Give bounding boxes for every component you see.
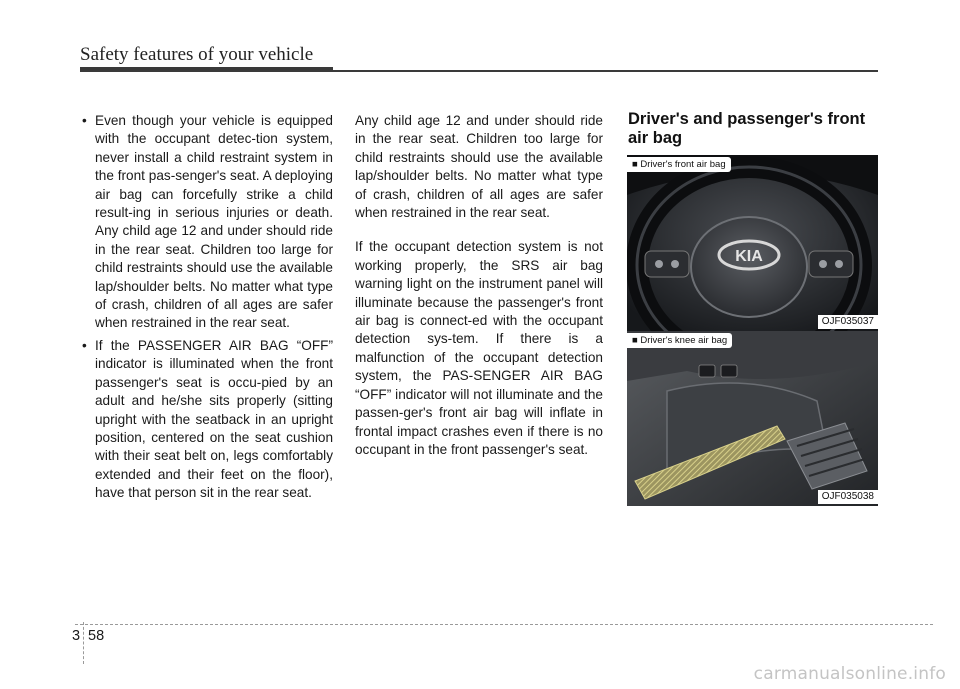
kia-logo: KIA: [735, 248, 763, 265]
watermark-link[interactable]: carmanualsonline.info: [753, 664, 946, 684]
chapter-number: 3: [72, 628, 81, 644]
bullet-dot: •: [82, 337, 87, 353]
page-header-title: Safety features of your vehicle: [80, 44, 314, 65]
footer-page-separator: [83, 622, 84, 664]
bullet-item: [80, 112, 333, 333]
figure-caption: ■ Driver's knee air bag: [627, 333, 732, 348]
bullet-text: Even though your vehicle is equipped with the occupant detec-tion system, never install a child restraint system in the front pas-senger's seat. A deploying air bag can forcefully strike a child result-ing in serious injuries or death. Any child age 12 and under should ride in the rear seat. Children too large for child restraints should use the available lap/shoulder belts. No matter what type of crash, children of all ages are safer when restrained in the rear seat.: [95, 113, 333, 331]
section-heading: Driver's and passenger's front air bag: [628, 110, 866, 147]
driver-front-airbag-photo: [627, 155, 878, 331]
figure-code: OJF035038: [818, 490, 878, 504]
bullet-item: [80, 337, 333, 503]
figure-code: OJF035037: [818, 315, 878, 329]
body-paragraph: Any child age 12 and under should ride in the rear seat. Children too large for child restraints should use the available lap/shoulder belts. No matter what type of crash, children of all ages are safer when restrained in the rear seat.: [355, 113, 603, 221]
middle-column: [355, 112, 603, 475]
bullet-dot: •: [82, 113, 87, 128]
body-paragraph: If the occupant detection system is not working properly, the SRS air bag warning light on the instrument panel will illuminate because the passenger's front air bag is connect-ed with the occupant detection sys-tem. If there is a malfunction of the occupant detection system, the PAS-SENGER AIR BAG “OFF” indicator will not illuminate and the passen-ger's front air bag will inflate in frontal impact crashes even if there is no occupant in the front passenger's seat.: [355, 239, 603, 457]
footer-divider: [75, 624, 933, 625]
header-rule-thin: [333, 70, 878, 72]
steering-wheel-illustration: [627, 155, 878, 331]
driver-knee-airbag-photo: [627, 331, 878, 506]
figure-caption: ■ Driver's front air bag: [627, 157, 731, 172]
left-column: [80, 112, 333, 507]
header-rule-thick: [80, 67, 333, 72]
knee-airbag-illustration: [627, 331, 878, 506]
bullet-text: If the PASSENGER AIR BAG “OFF” indicator is illuminated when the front passenger's seat is occu-pied by an adult and he/she sits properly (sitting upright with the seatback in an upright position, centered on the seat cushion with their seat belt on, legs comfortably extended and their feet on the floor), have that person sit in the rear seat.: [95, 337, 333, 501]
page-number: 58: [88, 628, 105, 644]
